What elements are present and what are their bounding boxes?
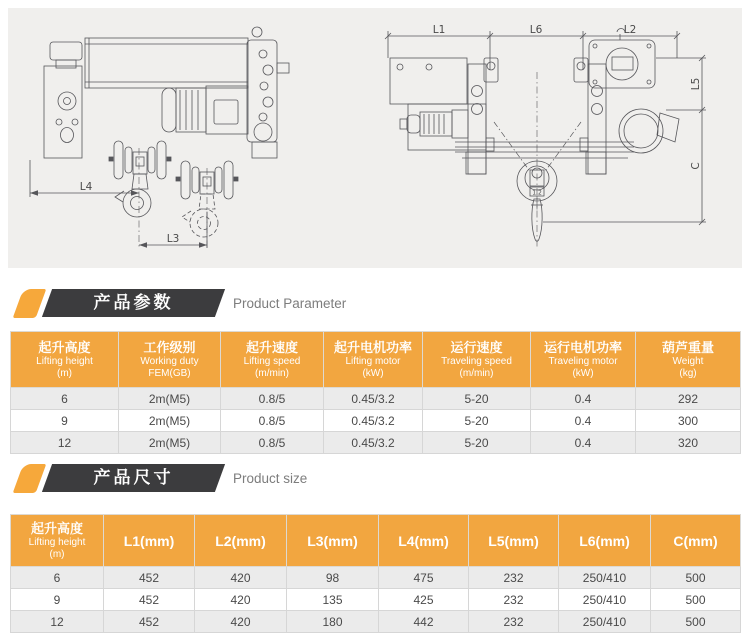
size-table [10, 514, 741, 633]
dim-label-l2: L2 [623, 24, 637, 36]
dim-label-l5: L5 [690, 77, 702, 91]
table-cell: 5-20 [423, 388, 531, 410]
column-header-l6: L6(mm) [559, 515, 651, 567]
section-title-zh: 产品参数 [93, 293, 174, 312]
table-cell: 5-20 [423, 432, 531, 454]
table-cell: 425 [379, 589, 469, 611]
table-cell: 420 [195, 589, 287, 611]
header-unit: (m) [57, 367, 72, 379]
column-header-weight [636, 332, 741, 388]
dim-label-c: C [690, 162, 702, 170]
header-zh: 起升高度 [38, 339, 91, 355]
table-cell: 12 [11, 611, 104, 633]
table-cell: 500 [651, 567, 741, 589]
table-cell: 5-20 [423, 410, 531, 432]
header-unit: (m/min) [459, 367, 494, 379]
section-title-zh: 产品尺寸 [93, 468, 174, 487]
dim-label-l4: L4 [79, 181, 93, 193]
column-header-lifting-height [11, 515, 104, 567]
table-cell: 232 [469, 611, 559, 633]
table-row [11, 388, 741, 410]
table-row [11, 589, 741, 611]
header-zh: 运行速度 [450, 339, 503, 355]
hoist-drawings [8, 8, 742, 268]
table-cell: 452 [104, 567, 195, 589]
table-row [11, 611, 741, 633]
header-zh: 起升电机功率 [333, 339, 412, 355]
column-header-l4: L4(mm) [379, 515, 469, 567]
table-cell: 2m(M5) [119, 388, 221, 410]
table-cell: 6 [11, 567, 104, 589]
table-cell: 135 [287, 589, 379, 611]
section-header-parameters [0, 289, 750, 317]
column-header-lifting-speed [221, 332, 324, 388]
header-unit: FEM(GB) [148, 367, 191, 379]
table-cell: 0.45/3.2 [324, 410, 423, 432]
column-header-traveling-motor [531, 332, 636, 388]
table-cell: 452 [104, 611, 195, 633]
table-cell: 0.45/3.2 [324, 432, 423, 454]
table-cell: 420 [195, 567, 287, 589]
header-en: Weight [672, 355, 704, 367]
header-en: Lifting height [36, 355, 93, 367]
front-view-drawing [385, 28, 706, 248]
table-cell: 452 [104, 589, 195, 611]
table-cell: 0.4 [531, 432, 636, 454]
table-cell: 420 [195, 611, 287, 633]
column-header-l1: L1(mm) [104, 515, 195, 567]
table-cell: 250/410 [559, 567, 651, 589]
header-unit: (kW) [362, 367, 384, 379]
dim-label-l1: L1 [432, 24, 446, 36]
orange-accent-shape [13, 464, 47, 493]
dim-label-l6: L6 [529, 24, 543, 36]
table-cell: 0.4 [531, 388, 636, 410]
table-row [11, 567, 741, 589]
table-cell: 9 [11, 589, 104, 611]
section-title-en: Product Parameter [233, 296, 347, 311]
header-row [11, 332, 741, 388]
column-header-lifting-motor [324, 332, 423, 388]
header-en: Traveling speed [441, 355, 512, 367]
parameter-table [10, 331, 741, 454]
column-header-working-duty [119, 332, 221, 388]
table-cell: 6 [11, 388, 119, 410]
header-unit: (m) [49, 548, 65, 560]
header-en: Lifting height [28, 536, 86, 548]
table-cell: 0.45/3.2 [324, 388, 423, 410]
header-en: Traveling motor [548, 355, 618, 367]
table-cell: 232 [469, 589, 559, 611]
table-cell: 500 [651, 611, 741, 633]
table-cell: 9 [11, 410, 119, 432]
table-cell: 250/410 [559, 589, 651, 611]
table-row [11, 410, 741, 432]
table-cell: 180 [287, 611, 379, 633]
table-cell: 98 [287, 567, 379, 589]
table-cell: 250/410 [559, 611, 651, 633]
technical-drawing-panel [8, 8, 742, 268]
table-cell: 0.8/5 [221, 410, 324, 432]
hook-capacity-mark: 1.2 [532, 189, 542, 197]
table-cell: 12 [11, 432, 119, 454]
dim-label-l3: L3 [166, 233, 180, 245]
table-cell: 0.8/5 [221, 388, 324, 410]
column-header-c: C(mm) [651, 515, 741, 567]
section-title-en: Product size [233, 471, 308, 486]
table-cell: 442 [379, 611, 469, 633]
header-zh: 工作级别 [143, 339, 196, 355]
table-cell: 0.8/5 [221, 432, 324, 454]
table-cell: 2m(M5) [119, 410, 221, 432]
header-zh: 起升速度 [245, 339, 298, 355]
column-header-traveling-speed [423, 332, 531, 388]
side-view-drawing [30, 27, 289, 248]
header-unit: (m/min) [255, 367, 289, 379]
table-cell: 2m(M5) [119, 432, 221, 454]
table-cell: 292 [636, 388, 741, 410]
orange-accent-shape [13, 289, 47, 318]
header-row [11, 515, 741, 567]
header-en: Working duty [140, 355, 199, 367]
table-cell: 300 [636, 410, 741, 432]
header-en: Lifting speed [243, 355, 301, 367]
table-cell: 475 [379, 567, 469, 589]
column-header-l5: L5(mm) [469, 515, 559, 567]
table-cell: 320 [636, 432, 741, 454]
table-cell: 0.4 [531, 410, 636, 432]
header-unit: (kg) [679, 367, 697, 379]
table-cell: 232 [469, 567, 559, 589]
header-unit: (kW) [572, 367, 594, 379]
table-cell: 500 [651, 589, 741, 611]
column-header-l3: L3(mm) [287, 515, 379, 567]
header-en: Lifting motor [345, 355, 401, 367]
header-zh: 运行电机功率 [543, 339, 622, 355]
table-row [11, 432, 741, 454]
section-header-size [0, 464, 750, 492]
header-zh: 葫芦重量 [661, 339, 714, 355]
column-header-lifting-height [11, 332, 119, 388]
header-zh: 起升高度 [30, 520, 83, 536]
column-header-l2: L2(mm) [195, 515, 287, 567]
